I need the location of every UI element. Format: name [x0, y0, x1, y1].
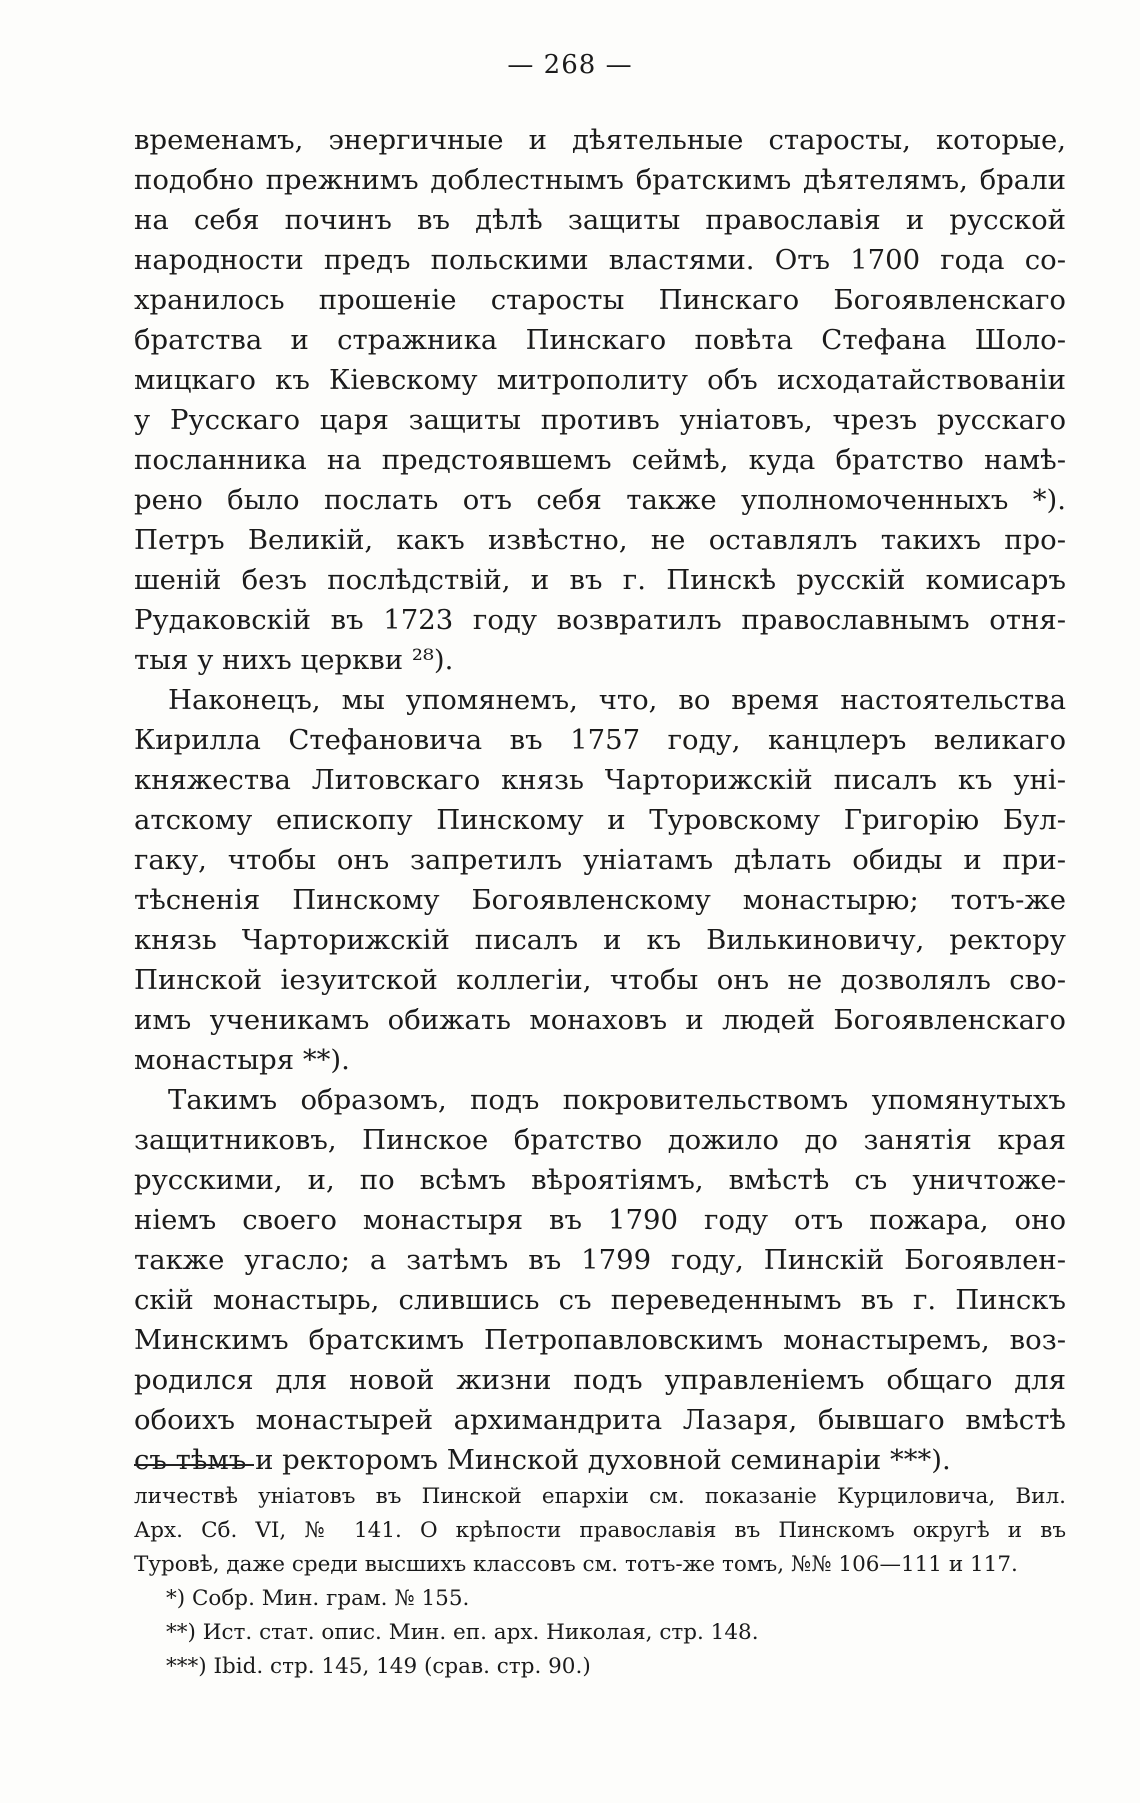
footnotes [134, 1480, 1066, 1684]
text-line: Пинской іезуитской коллегіи, чтобы онъ не дозволялъ сво- [134, 964, 1066, 996]
text-line: обоихъ монастырей архимандрита Лазаря, бывшаго вмѣстѣ [134, 1404, 1066, 1436]
text-line: русскими, и, по всѣмъ вѣроятіямъ, вмѣстѣ съ уничтоже- [134, 1164, 1066, 1196]
footnote-divider [134, 1464, 254, 1466]
text-line: защитниковъ, Пинское братство дожило до занятія края [134, 1124, 1066, 1156]
text-line: тыя у нихъ церкви ²⁸). [134, 644, 454, 676]
footnote-3: ***) Ibid. стр. 145, 149 (срав. стр. 90.) [166, 1654, 591, 1679]
footnote-continuation-line: личествѣ уніатовъ въ Пинской епархіи см. показаніе Курциловича, Вил. [134, 1484, 1066, 1509]
footnote-2: **) Ист. стат. опис. Мин. еп. арх. Николая, стр. 148. [166, 1620, 759, 1645]
text-line: имъ ученикамъ обижать монаховъ и людей Богоявленскаго [134, 1004, 1066, 1036]
text-line: тѣсненія Пинскому Богоявленскому монастырю; тотъ-же [134, 884, 1066, 916]
text-line: съ тѣмъ и ректоромъ Минской духовной семинаріи ***). [134, 1444, 951, 1476]
page-number: — 268 — [507, 50, 633, 80]
text-line: подобно прежнимъ доблестнымъ братскимъ дѣятелямъ, брали [134, 164, 1066, 196]
text-line: у Русскаго царя защиты противъ уніатовъ, чрезъ русскаго [134, 404, 1066, 436]
paragraph-1 [134, 120, 1066, 680]
text-line: гаку, чтобы онъ запретилъ уніатамъ дѣлать обиды и при- [134, 844, 1066, 876]
text-line: Рудаковскій въ 1723 году возвратилъ православнымъ отня- [134, 604, 1066, 636]
main-text [134, 120, 1066, 1480]
text-line: скій монастырь, слившись съ переведеннымъ въ г. Пинскъ [134, 1284, 1066, 1316]
paragraph-3 [134, 1080, 1066, 1480]
text-line: посланника на предстоявшемъ сеймѣ, куда братство намѣ- [134, 444, 1066, 476]
text-line: временамъ, энергичные и дѣятельные старосты, которые, [134, 124, 1066, 156]
text-line: князь Чарторижскій писалъ и къ Вилькиновичу, ректору [134, 924, 1066, 956]
text-line: Наконецъ, мы упомянемъ, что, во время настоятельства [168, 684, 1066, 716]
text-line: хранилось прошеніе старосты Пинскаго Богоявленскаго [134, 284, 1066, 316]
text-line: ніемъ своего монастыря въ 1790 году отъ пожара, оно [134, 1204, 1066, 1236]
text-line: рено было послать отъ себя также уполномоченныхъ *). [134, 484, 1066, 516]
footnote-1: *) Собр. Мин. грам. № 155. [166, 1586, 470, 1611]
text-line: мицкаго къ Кіевскому митрополиту объ исходатайствованіи [134, 364, 1066, 396]
text-line: Такимъ образомъ, подъ покровительствомъ упомянутыхъ [168, 1084, 1066, 1116]
paragraph-2 [134, 680, 1066, 1080]
text-line: также угасло; а затѣмъ въ 1799 году, Пинскій Богоявлен- [134, 1244, 1066, 1276]
text-line: монастыря **). [134, 1044, 350, 1076]
text-line: братства и стражника Пинскаго повѣта Стефана Шоло- [134, 324, 1066, 356]
text-line: Кирилла Стефановича въ 1757 году, канцлеръ великаго [134, 724, 1066, 756]
footnote-continuation-line: Арх. Сб. VI, № 141. О крѣпости православія въ Пинскомъ округѣ и въ [134, 1518, 1066, 1543]
text-line: народности предъ польскими властями. Отъ 1700 года со- [134, 244, 1066, 276]
footnote-continuation-line: Туровѣ, даже среди высшихъ классовъ см. тотъ-же томъ, №№ 106—111 и 117. [134, 1552, 1018, 1577]
text-line: на себя починъ въ дѣлѣ защиты православія и русской [134, 204, 1066, 236]
text-line: родился для новой жизни подъ управленіемъ общаго для [134, 1364, 1066, 1396]
text-line: княжества Литовскаго князь Чарторижскій писалъ къ уні- [134, 764, 1066, 796]
text-line: шеній безъ послѣдствій, и въ г. Пинскѣ русскій комисаръ [134, 564, 1066, 596]
text-line: атскому епископу Пинскому и Туровскому Григорію Бул- [134, 804, 1066, 836]
text-line: Петръ Великій, какъ извѣстно, не оставлялъ такихъ про- [134, 524, 1066, 556]
text-line: Минскимъ братскимъ Петропавловскимъ монастыремъ, воз- [134, 1324, 1066, 1356]
